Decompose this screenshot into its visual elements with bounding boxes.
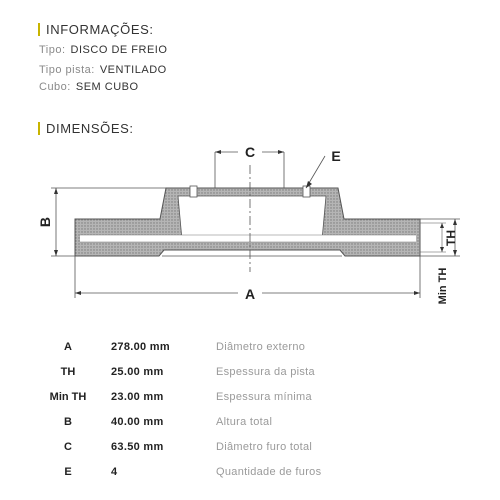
spec-row-th	[0, 366, 500, 384]
info-title-text: INFORMAÇÕES:	[46, 22, 154, 37]
spec-code: C	[64, 441, 72, 453]
dimensions-title-text: DIMENSÕES:	[46, 121, 134, 136]
info-row-track-type	[39, 64, 167, 76]
spec-description: Altura total	[216, 416, 273, 428]
brake-disc-diagram	[0, 140, 500, 320]
label-th: TH	[444, 230, 458, 246]
bolt-hole	[190, 186, 197, 197]
info-label: Cubo:	[39, 81, 71, 93]
label-e: E	[331, 148, 341, 164]
spec-row-e	[0, 466, 500, 484]
spec-code: TH	[60, 366, 76, 378]
spec-value: 4	[111, 466, 118, 478]
info-label: Tipo:	[39, 44, 66, 56]
info-value: VENTILADO	[99, 64, 167, 76]
info-section-title	[38, 22, 154, 37]
dimensions-section-title	[38, 121, 134, 136]
spec-row-a	[0, 341, 500, 359]
spec-code: A	[64, 341, 72, 353]
label-c: C	[244, 144, 256, 160]
spec-value: 25.00 mm	[111, 366, 164, 378]
info-value: DISCO DE FREIO	[70, 44, 168, 56]
spec-row-b	[0, 416, 500, 434]
spec-row-min-th	[0, 391, 500, 409]
label-a: A	[244, 286, 256, 302]
spec-value: 23.00 mm	[111, 391, 164, 403]
spec-description: Espessura mínima	[216, 391, 312, 403]
spec-code: E	[64, 466, 72, 478]
info-value: SEM CUBO	[75, 81, 139, 93]
spec-description: Quantidade de furos	[216, 466, 322, 478]
spec-code: B	[64, 416, 72, 428]
spec-value: 40.00 mm	[111, 416, 164, 428]
vent-gap	[80, 235, 416, 242]
label-b: B	[37, 216, 53, 228]
info-label: Tipo pista:	[39, 64, 95, 76]
spec-description: Diâmetro furo total	[216, 441, 313, 453]
spec-row-c	[0, 441, 500, 459]
spec-description: Diâmetro externo	[216, 341, 306, 353]
spec-value: 278.00 mm	[111, 341, 170, 353]
info-row-type	[39, 44, 167, 56]
accent-bar	[38, 122, 40, 135]
label-min-th: Min TH	[437, 267, 449, 305]
info-row-hub	[39, 81, 139, 93]
spec-description: Espessura da pista	[216, 366, 315, 378]
accent-bar	[38, 23, 40, 36]
spec-value: 63.50 mm	[111, 441, 164, 453]
hat-cavity	[178, 196, 326, 240]
spec-code: Min TH	[49, 391, 87, 403]
